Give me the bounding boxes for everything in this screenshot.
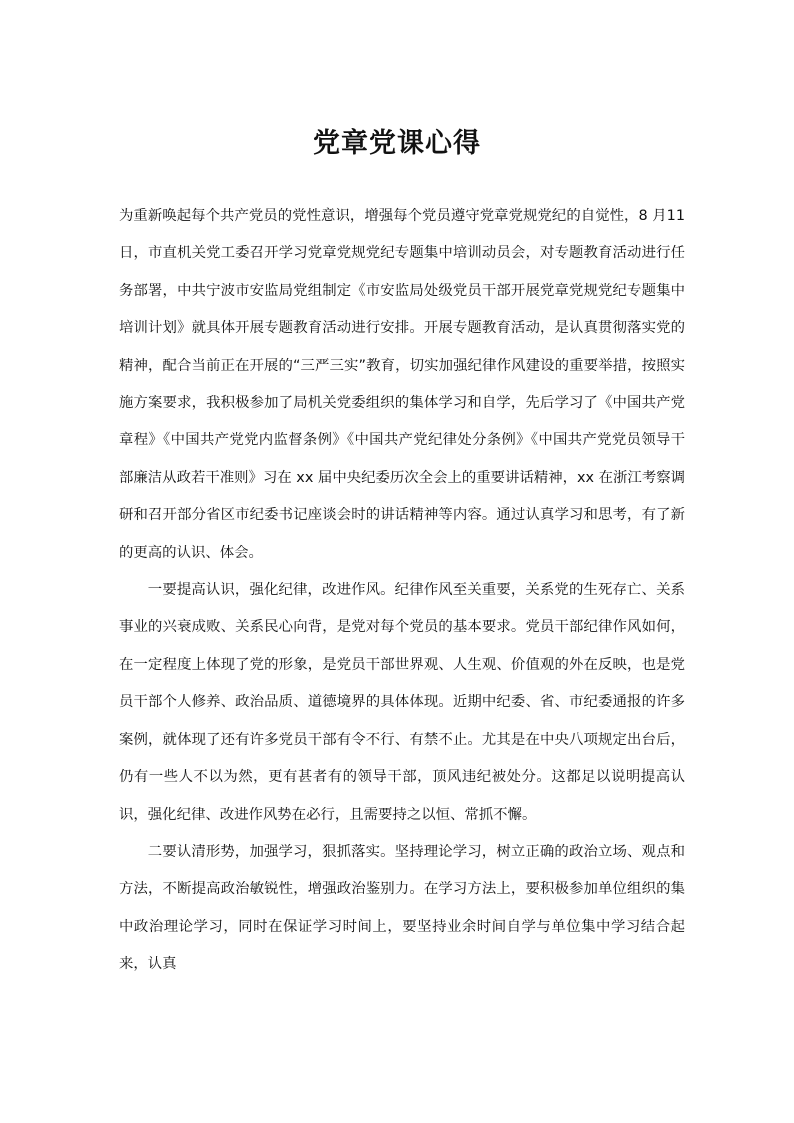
paragraph-point-two: 二要认清形势，加强学习，狠抓落实。坚持理论学习，树立正确的政治立场、观点和方法，不断提高政治敏锐性，增强政治鉴别力。在学习方法上，要积极参加单位组织的集中政治理论学习，同时在保证学习时间上，要坚持业余时间自学与单位集中学习结合起来，认真 — [119, 843, 685, 973]
document-body — [119, 198, 685, 984]
paragraph-intro: 为重新唤起每个共产党员的党性意识，增强每个党员遵守党章党规党纪的自觉性，8 月11日，市直机关党工委召开学习党章党规党纪专题集中培训动员会，对专题教育活动进行任务部署，中共宁波市安监局党组制定《市安监局处级党员干部开展党章党规党纪专题集中培训计划》就具体开展专题教育活动进行安排。开展专题教育活动，是认真贯彻落实党的精神，配合当前正在开展的“三严三实”教育，切实加强纪律作风建设的重要举措，按照实施方案要求，我积极参加了局机关党委组织的集体学习和自学，先后学习了《中国共产党章程》《中国共产党党内监督条例》《中国共产党纪律处分条例》《中国共产党党员领导干部廉洁从政若干准则》习在 xx 届中央纪委历次全会上的重要讲话精神，xx 在浙江考察调研和召开部分省区市纪委书记座谈会时的讲话精神等内容。通过认真学习和思考，有了新的更高的认识、体会。 — [119, 208, 685, 561]
document-title: 党章党课心得 — [313, 128, 481, 159]
paragraph-point-one: 一要提高认识，强化纪律，改进作风。纪律作风至关重要，关系党的生死存亡、关系事业的兴衰成败、关系民心向背，是党对每个党员的基本要求。党员干部纪律作风如何，在一定程度上体现了党的形象，是党员干部世界观、人生观、价值观的外在反映，也是党员干部个人修养、政治品质、道德境界的具体体现。近期中纪委、省、市纪委通报的许多案例，就体现了还有许多党员干部有令不行、有禁不止。尤其是在中央八项规定出台后，仍有一些人不以为然，更有甚者有的领导干部，顶风违纪被处分。这都足以说明提高认识，强化纪律、改进作风势在必行，且需要持之以恒、常抓不懈。 — [119, 582, 685, 823]
